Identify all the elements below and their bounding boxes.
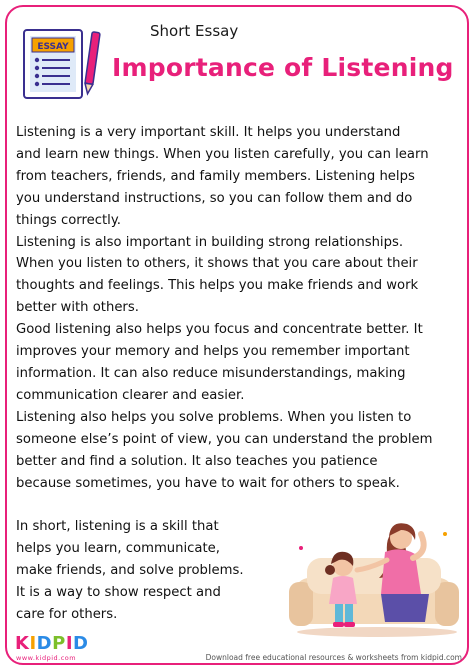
- footer-credit: Download free educational resources & worksheets from kidpid.com: [205, 653, 462, 662]
- essay-line: thoughts and feelings. This helps you make friends and work: [16, 278, 419, 294]
- essay-line: better with others.: [16, 300, 139, 316]
- essay-line: things correctly.: [16, 212, 121, 228]
- essay-line: communication clearer and easier.: [16, 387, 245, 403]
- essay-line: someone else’s point of view, you can understand the problem: [16, 431, 433, 447]
- conclusion-line: It is a way to show respect and: [16, 584, 221, 600]
- essay-line: because sometimes, you have to wait for others to speak.: [16, 475, 400, 491]
- essay-line: When you listen to others, it shows that you care about their: [16, 256, 418, 272]
- svg-text:ESSAY: ESSAY: [37, 42, 69, 52]
- logo-url: www.kidpid.com: [16, 654, 77, 662]
- essay-line: you understand instructions, so you can follow them and do: [16, 190, 413, 206]
- essay-line: improves your memory and helps you remember important: [16, 344, 410, 360]
- essay-line: information. It can also reduce misunderstandings, making: [16, 365, 406, 381]
- essay-line: from teachers, friends, and family members. Listening helps: [16, 168, 415, 184]
- essay-line: and learn new things. When you listen carefully, you can learn: [16, 146, 429, 162]
- essay-line: better and find a solution. It also teaches you patience: [16, 453, 378, 469]
- essay-subtitle: Short Essay: [150, 22, 239, 40]
- mother-daughter-illustration: [285, 508, 463, 638]
- essay-line: Good listening also helps you focus and concentrate better. It: [16, 322, 423, 338]
- conclusion-line: make friends, and solve problems.: [16, 562, 244, 578]
- essay-line: Listening is a very important skill. It helps you understand: [16, 125, 401, 140]
- essay-line: Listening is also important in building strong relationships.: [16, 234, 404, 250]
- page-title: Importance of Listening: [112, 53, 454, 82]
- essay-conclusion: [16, 516, 266, 626]
- conclusion-line: care for others.: [16, 606, 118, 622]
- conclusion-line: helps you learn, communicate,: [16, 540, 220, 556]
- essay-line: Listening also helps you solve problems. When you listen to: [16, 409, 412, 425]
- conclusion-line: In short, listening is a skill that: [16, 519, 219, 534]
- essay-body: [16, 122, 462, 494]
- kidpid-logo: KIDPID: [15, 633, 89, 654]
